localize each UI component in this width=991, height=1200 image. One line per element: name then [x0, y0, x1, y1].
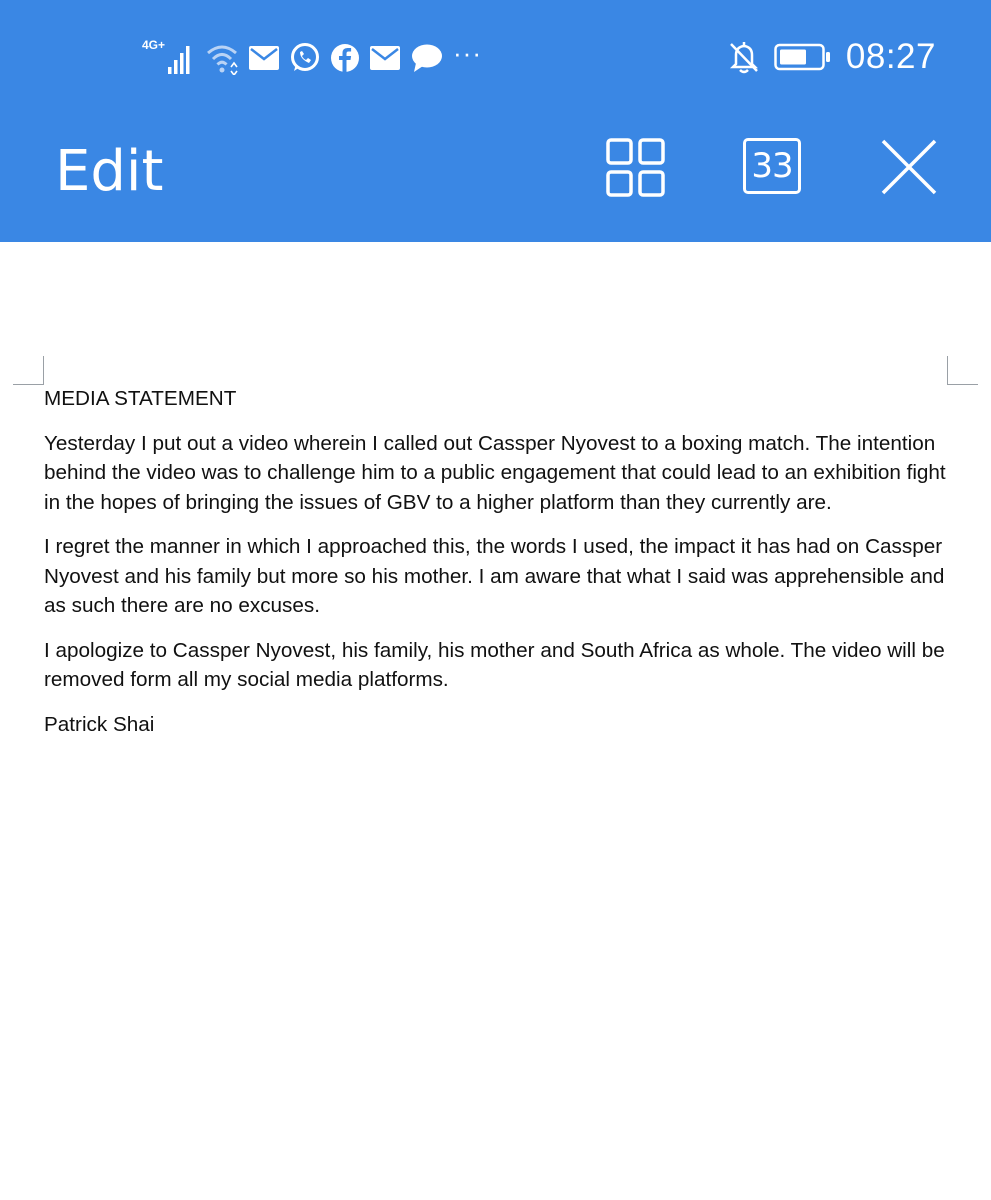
page-title: Edit — [55, 139, 164, 204]
close-button[interactable] — [880, 138, 938, 196]
grid-icon — [606, 138, 666, 198]
status-bar — [0, 0, 991, 112]
more-icon: ··· — [453, 38, 482, 68]
facebook-icon — [330, 43, 360, 73]
whatsapp-icon — [289, 42, 321, 74]
mail-icon — [369, 45, 401, 71]
signature: Patrick Shai — [44, 712, 155, 736]
paragraph: I regret the manner in which I approached this, the words I used, the impact it has had on Cassper Nyovest and his family but more so his mother. I am aware that what I said was apprehensible and as such there are no excuses. — [44, 535, 945, 617]
network-type-label: 4G+ — [142, 38, 166, 52]
paragraph: Yesterday I put out a video wherein I called out Cassper Nyovest to a boxing match. The intention behind the video was to challenge him to a public engagement that could lead to an exhibition fight in the hopes of bringing the issues of GBV to a higher platform than they currently are. — [44, 431, 946, 514]
status-system — [728, 36, 936, 78]
clock: 08:27 — [845, 37, 936, 76]
document-heading: MEDIA STATEMENT — [44, 387, 237, 410]
battery-icon — [774, 43, 832, 71]
wifi-icon — [205, 41, 239, 75]
close-icon — [880, 138, 938, 196]
grid-view-button[interactable] — [606, 138, 666, 198]
paragraph: I apologize to Cassper Nyovest, his family, his mother and South Africa as whole. The video will be removed form all my social media platforms. — [44, 638, 945, 691]
status-notifications — [142, 38, 482, 78]
document-body[interactable] — [44, 384, 959, 754]
margin-corner-left — [13, 356, 44, 385]
margin-corner-right — [947, 356, 978, 385]
page-count-button[interactable]: 33 — [743, 138, 801, 194]
chat-icon — [410, 43, 444, 73]
signal-icon — [142, 38, 196, 75]
mail-icon — [248, 45, 280, 71]
bell-off-icon — [728, 40, 760, 74]
app-header — [0, 0, 991, 242]
